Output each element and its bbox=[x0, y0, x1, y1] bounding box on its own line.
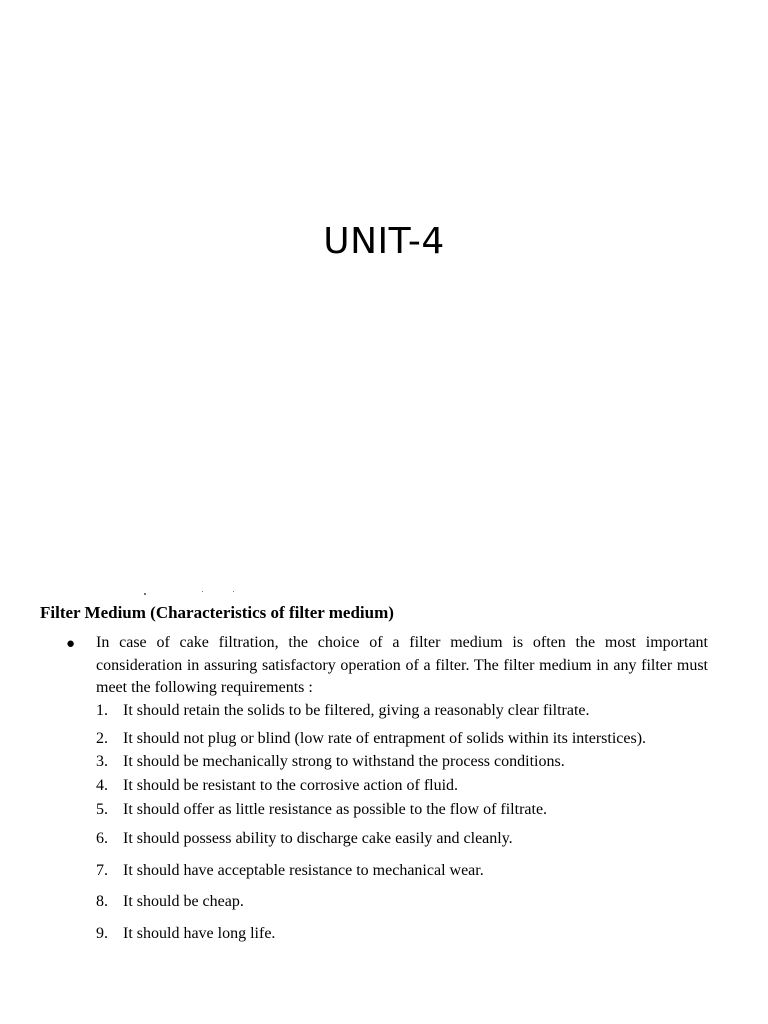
list-item-number: 3. bbox=[96, 753, 108, 770]
list-item bbox=[96, 751, 565, 773]
page-title: UNIT-4 bbox=[323, 221, 445, 262]
list-item-text: It should have acceptable resistance to mechanical wear. bbox=[123, 862, 484, 879]
list-item-text: It should be cheap. bbox=[123, 893, 244, 910]
list-item bbox=[96, 799, 547, 821]
list-item-text: It should possess ability to discharge cake easily and cleanly. bbox=[123, 830, 513, 847]
scan-speck bbox=[144, 593, 146, 595]
list-item-text: It should have long life. bbox=[123, 925, 276, 942]
section-heading: Filter Medium (Characteristics of filter medium) bbox=[40, 603, 394, 622]
intro-paragraph: In case of cake filtration, the choice of a filter medium is often the most important consideration in assuring satisfactory operation of a filter. The filter medium in any filter must meet the following requirements : bbox=[96, 634, 708, 696]
list-item bbox=[96, 891, 244, 913]
list-item-text: It should be mechanically strong to withstand the process conditions. bbox=[123, 753, 565, 770]
list-item-number: 5. bbox=[96, 801, 108, 818]
list-item-text: It should retain the solids to be filtered, giving a reasonably clear filtrate. bbox=[123, 702, 590, 719]
list-item-number: 7. bbox=[96, 862, 108, 879]
list-item bbox=[96, 860, 484, 882]
scan-speck bbox=[233, 591, 234, 592]
list-item-text: It should offer as little resistance as possible to the flow of filtrate. bbox=[123, 801, 548, 818]
list-item-number: 9. bbox=[96, 925, 108, 942]
list-item bbox=[96, 775, 458, 797]
list-item-number: 6. bbox=[96, 830, 108, 847]
list-item-number: 8. bbox=[96, 893, 108, 910]
list-item bbox=[96, 728, 646, 750]
list-item bbox=[96, 828, 513, 850]
list-item bbox=[96, 700, 590, 722]
list-item-number: 4. bbox=[96, 777, 108, 794]
bullet-icon: ● bbox=[66, 636, 76, 652]
list-item-text: It should not plug or blind (low rate of entrapment of solids within its interstices). bbox=[123, 730, 647, 747]
scan-specks bbox=[140, 590, 250, 596]
list-item-number: 1. bbox=[96, 702, 108, 719]
list-item bbox=[96, 923, 275, 945]
list-item-number: 2. bbox=[96, 730, 108, 747]
list-item-text: It should be resistant to the corrosive action of fluid. bbox=[123, 777, 459, 794]
scan-speck bbox=[202, 591, 203, 592]
